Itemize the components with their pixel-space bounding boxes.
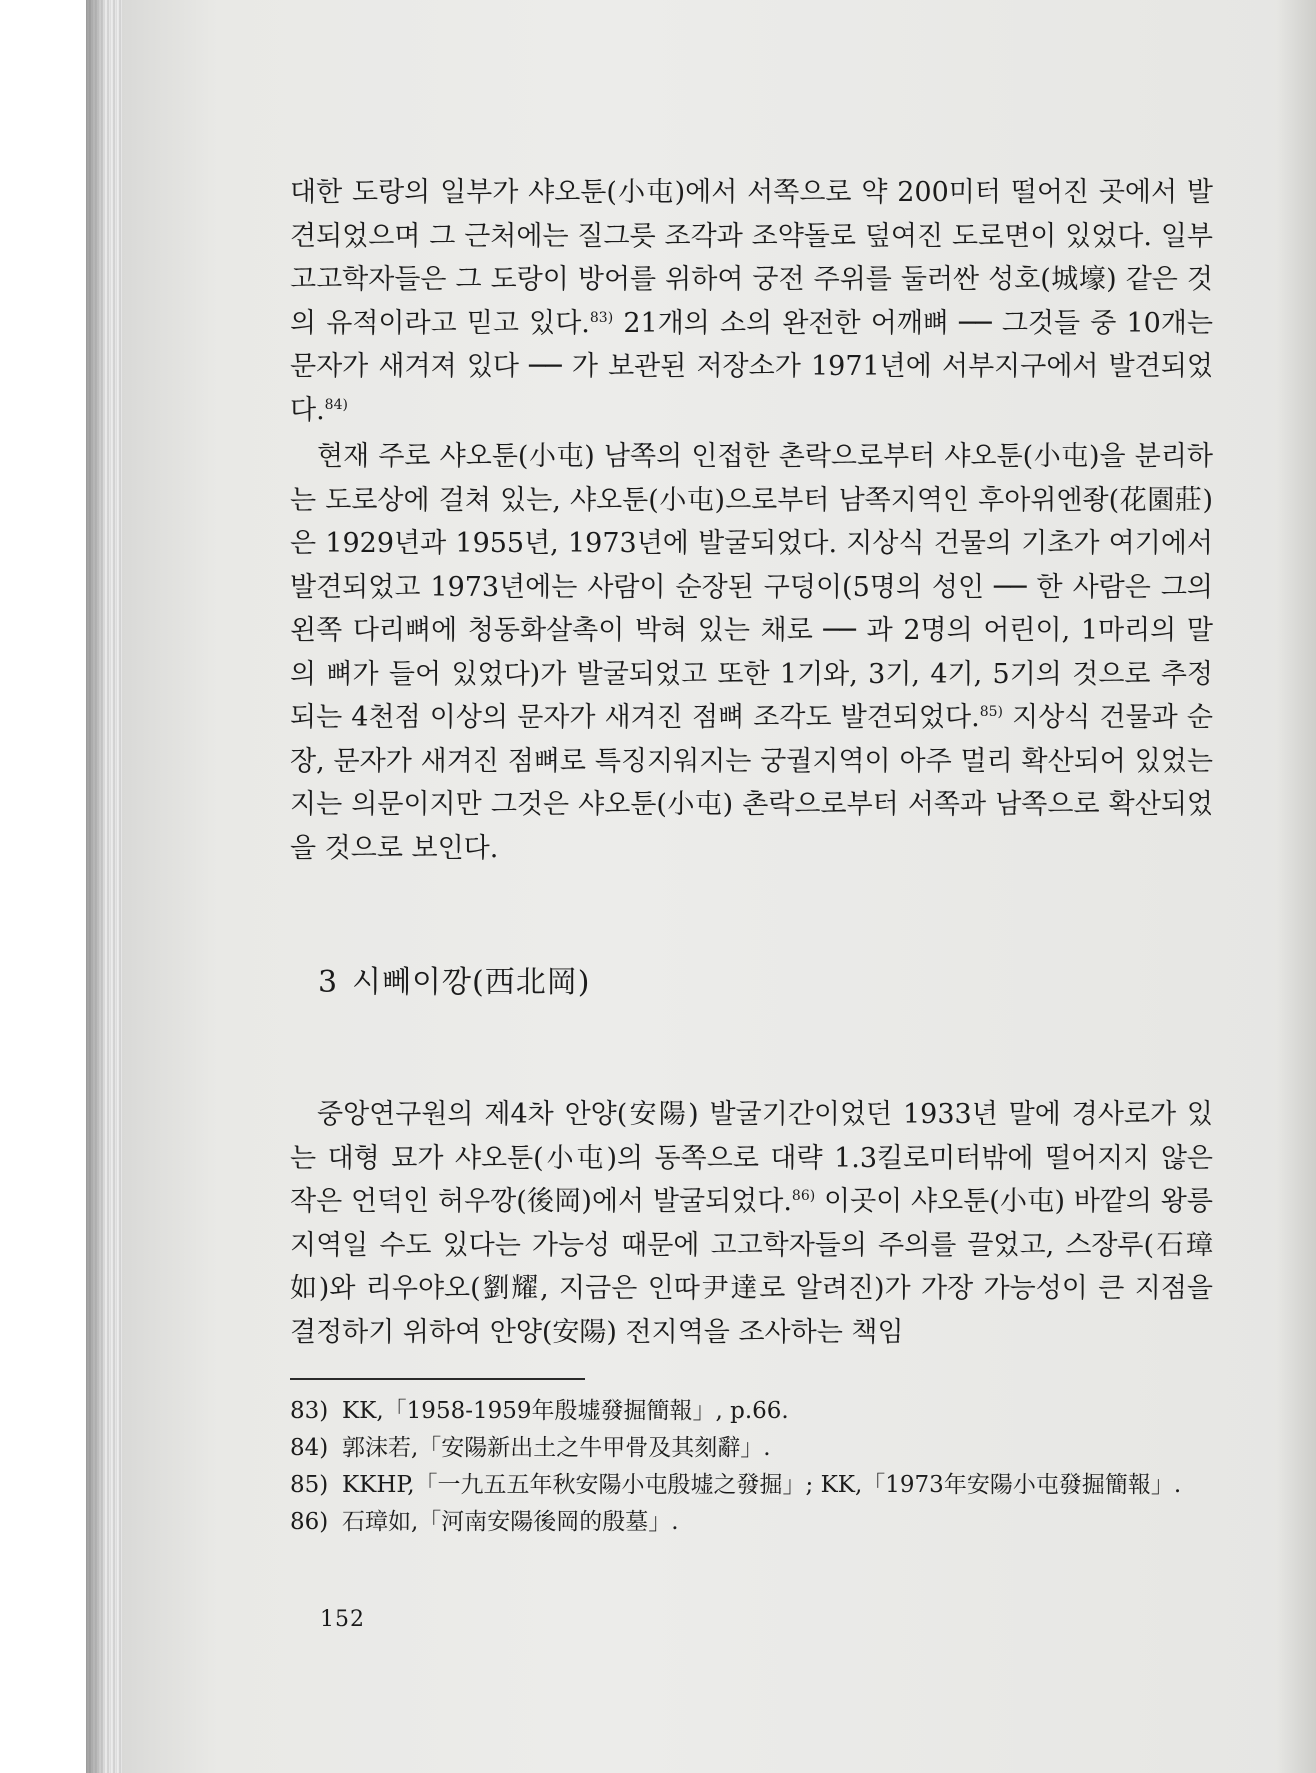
- footnote-divider: [290, 1378, 585, 1380]
- footnote-item: [290, 1393, 1213, 1430]
- paragraph-3: [290, 1090, 1213, 1354]
- footnote-item: [290, 1430, 1213, 1467]
- footnotes: [290, 1393, 1213, 1541]
- paragraph-1: [290, 171, 1213, 870]
- paragraph-3-body: [290, 1093, 1213, 1354]
- page-number: 152: [320, 1607, 365, 1632]
- footnote-text: KK,「1958-1959年殷墟發掘簡報」, p.66.: [342, 1398, 789, 1424]
- paragraph-2: [290, 435, 1213, 870]
- paragraph-1-body: [290, 171, 1213, 432]
- footnote-text: 石璋如,「河南安陽後岡的殷墓」.: [342, 1509, 679, 1535]
- footnote-ref-86: 86): [791, 1188, 816, 1204]
- paragraph-1-text: 대한 도랑의 일부가 샤오툰(小屯)에서 서쪽으로 약 200미터 떨어진 곳에서 발견되었으며 그 근처에는 질그릇 조각과 조약돌로 덮여진 도로면이 있었다. 일부 고고학자들은 그 도랑이 방어를 위하여 궁전 주위를 둘러싼 성호(城壕) 같은 것의 유적이라고 믿고 있다.: [290, 177, 1213, 339]
- paragraph-1-text-continued: 21개의 소의 완전한 어깨뼈 ── 그것들 중 10개는 문자가 새겨져 있다 ── 가 보관된 저장소가 1971년에 서부지구에서 발견되었다.: [290, 307, 1213, 426]
- footnote-number: 84): [290, 1435, 329, 1461]
- footnote-ref-84: 84): [324, 396, 348, 413]
- footnote-number: 83): [290, 1398, 329, 1424]
- footnote-item: [290, 1504, 1213, 1541]
- paragraph-3-text-continued: 이곳이 샤오툰(小屯) 바깥의 왕릉지역일 수도 있다는 가능성 때문에 고고학자들의 주의를 끌었고, 스장루(石璋如)와 리우야오(劉耀, 지금은 인따尹達로 알려진)가 가장 가능성이 큰 지점을 결정하기 위하여 안양(安陽) 전지역을 조사하는 책임: [290, 1186, 1213, 1348]
- footnote-number: 86): [290, 1509, 329, 1535]
- paragraph-2-text-continued: 지상식 건물과 순장, 문자가 새겨진 점뼈로 특징지워지는 궁궐지역이 아주 멀리 확산되어 있었는지는 의문이지만 그것은 샤오툰(小屯) 촌락으로부터 서쪽과 남쪽으로 확산되었을 것으로 보인다.: [290, 702, 1213, 864]
- footnote-text: 郭沫若,「安陽新出土之牛甲骨及其刻辭」.: [342, 1435, 771, 1461]
- footnote-ref-83: 83): [589, 309, 614, 326]
- footnote-ref-85: 85): [979, 704, 1003, 720]
- page-shade: [1276, 0, 1316, 1773]
- paragraph-2-text: 현재 주로 샤오툰(小屯) 남쪽의 인접한 촌락으로부터 샤오툰(小屯)을 분리하는 도로상에 걸쳐 있는, 샤오툰(小屯)으로부터 남쪽지역인 후아위엔좡(花園莊)은 1929년과 1955년, 1973년에 발굴되었다. 지상식 건물의 기초가 여기에서 발견되었고 1973년에는 사람이 순장된 구덩이(5명의 성인 ── 한 사람은 그의 왼쪽 다리뼈에 청동화살촉이 박혀 있는 채로 ── 과 2명의 어린이, 1마리의 말의 뼈가 들어 있었다)가 발굴되었고 또한 1기와, 3기, 4기, 5기의 것으로 추정되는 4천점 이상의 문자가 새겨진 점뼈 조각도 발견되었다.: [290, 441, 1213, 733]
- footnote-text: KKHP,「一九五五年秋安陽小屯殷墟之發掘」; KK,「1973年安陽小屯發掘簡報」.: [342, 1472, 1182, 1498]
- footnote-item: [290, 1467, 1213, 1504]
- section-heading: [318, 957, 590, 1001]
- section-number: 3: [318, 965, 339, 1000]
- spine-shadow: [86, 0, 106, 1773]
- footnote-number: 85): [290, 1472, 329, 1498]
- paragraph-3-text: 중앙연구원의 제4차 안양(安陽) 발굴기간이었던 1933년 말에 경사로가 있는 대형 묘가 샤오툰(小屯)의 동쪽으로 대략 1.3킬로미터밖에 떨어지지 않은 작은 언덕인 허우깡(後岡)에서 발굴되었다.: [290, 1099, 1213, 1217]
- section-title: 시뻬이깡(西北岡): [352, 965, 591, 1000]
